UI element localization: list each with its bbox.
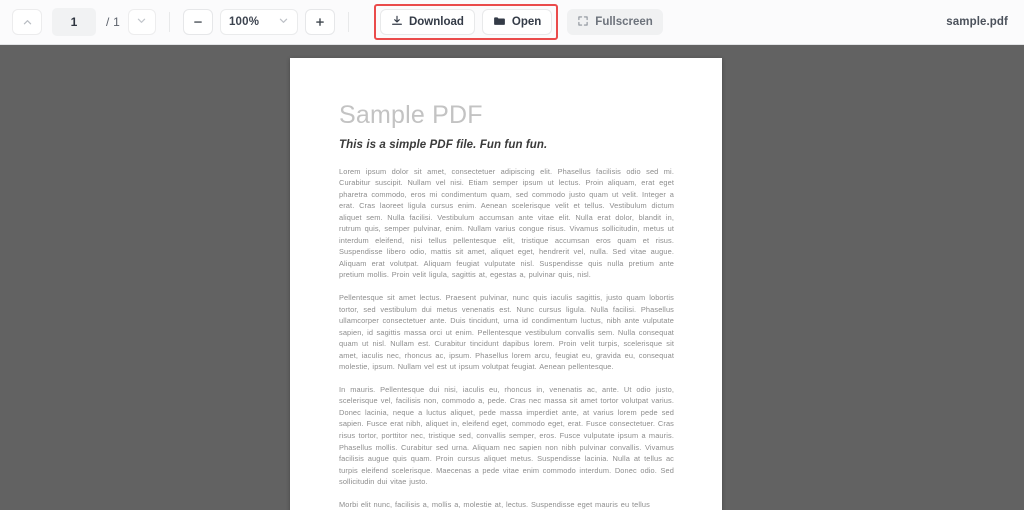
pdf-viewer-toolbar <box>0 0 1024 45</box>
toolbar-divider-1 <box>169 12 170 32</box>
zoom-controls-group <box>183 9 335 35</box>
minus-icon <box>192 16 204 28</box>
download-button-label: Download <box>408 16 464 28</box>
download-button[interactable] <box>380 9 475 35</box>
page-number-input[interactable] <box>52 8 96 36</box>
zoom-level-value: 100% <box>228 16 260 28</box>
fullscreen-button-label: Fullscreen <box>595 16 653 28</box>
page-total-label: / 1 <box>106 15 120 29</box>
document-title: Sample PDF <box>339 101 483 129</box>
document-paragraph: Morbi elit nunc, facilisis a, mollis a, molestie at, lectus. Suspendisse eget mauris eu tellus <box>339 499 650 509</box>
file-name-label: sample.pdf <box>946 16 1008 28</box>
open-button-label: Open <box>511 16 542 28</box>
document-paragraph: Pellentesque sit amet lectus. Praesent pulvinar, nunc quis iaculis sagittis, justo quam lobortis tortor, sed vestibulum dui metus venenatis est. Nunc cursus ligula. Nulla facilisi. Phasellus ullamcorper consectetuer ante. Duis tincidunt, urna id condimentum luctus, nibh ante vulputate sapien, id sagittis massa orci ut enim. Pellentesque vestibulum convallis sem. Nulla consequat quam ut nisl. Nullam est. Curabitur tincidunt dapibus lorem. Proin velit turpis, scelerisque sit amet, iaculis nec, rhoncus ac, ipsum. Phasellus lorem arcu, feugiat eu, gravida eu, consequat molestie, ipsum. Nullam vel est ut ipsum volutpat feugiat. Aenean pellentesque. <box>339 292 674 372</box>
chevron-down-icon <box>278 13 289 31</box>
document-paragraph: Lorem ipsum dolor sit amet, consectetuer adipiscing elit. Phasellus facilisis odio sed mi. Curabitur suscipit. Nullam vel nisi. Etiam semper ipsum ut lectus. Proin aliquam, erat eget pharetra commodo, eros mi condimentum quam, sed commodo justo quam ut velit. Integer a erat. Cras laoreet ligula cursus enim. Aenean scelerisque velit et tellus. Vestibulum dictum aliquet sem. Nulla facilisi. Vestibulum accumsan ante vitae elit. Nulla erat dolor, blandit in, rutrum quis, semper pulvinar, enim. Nullam varius congue risus. Vivamus sollicitudin, metus ut interdum eleifend, nisi tellus pellentesque elit, tristique accumsan eros quam et risus. Suspendisse libero odio, mattis sit amet, aliquet eget, hendrerit vel, nulla. Sed vitae augue. Aliquam erat volutpat. Aliquam feugiat vulputate nisl. Suspendisse quis nulla pretium ante pretium mollis. Proin velit ligula, sagittis at, egestas a, pulvinar quis, nisl. <box>339 166 674 280</box>
chevron-up-icon <box>22 17 33 28</box>
zoom-level-select[interactable] <box>220 9 298 35</box>
page-navigation-group <box>12 8 156 36</box>
zoom-out-button[interactable] <box>183 9 213 35</box>
document-subtitle: This is a simple PDF file. Fun fun fun. <box>339 138 548 151</box>
toolbar-divider-2 <box>348 12 349 32</box>
pdf-viewer-canvas[interactable] <box>0 45 1024 510</box>
pdf-page-1 <box>290 58 722 510</box>
expand-icon <box>577 15 589 30</box>
open-button[interactable] <box>482 9 552 35</box>
document-paragraph: In mauris. Pellentesque dui nisi, iaculis eu, rhoncus in, venenatis ac, ante. Ut odio justo, scelerisque vel, facilisis non, commodo a, pede. Cras nec massa sit amet tortor volutpat varius. Donec lacinia, neque a luctus aliquet, pede massa imperdiet ante, at varius lorem pede sed sapien. Fusce erat nibh, aliquet in, eleifend eget, commodo eget, erat. Fusce consectetuer. Cras risus tortor, porttitor nec, tristique sed, convallis semper, eros. Fusce vulputate ipsum a mauris. Phasellus mollis. Curabitur sed urna. Aliquam nec sapien non nibh pulvinar convallis. Vivamus facilisis augue quis quam. Proin cursus aliquet metus. Suspendisse lacinia. Nulla at tellus ac turpis eleifend scelerisque. Maecenas a pede vitae enim commodo interdum. Donec odio. Sed sollicitudin dui vitae justo. <box>339 384 674 487</box>
zoom-in-button[interactable] <box>305 9 335 35</box>
folder-icon <box>493 15 506 30</box>
file-actions-group <box>374 4 558 40</box>
download-icon <box>391 15 403 30</box>
plus-icon <box>314 16 326 28</box>
previous-page-button[interactable] <box>12 9 42 35</box>
chevron-down-icon <box>136 13 147 31</box>
page-dropdown-button[interactable] <box>128 9 156 35</box>
fullscreen-button[interactable] <box>567 9 663 35</box>
